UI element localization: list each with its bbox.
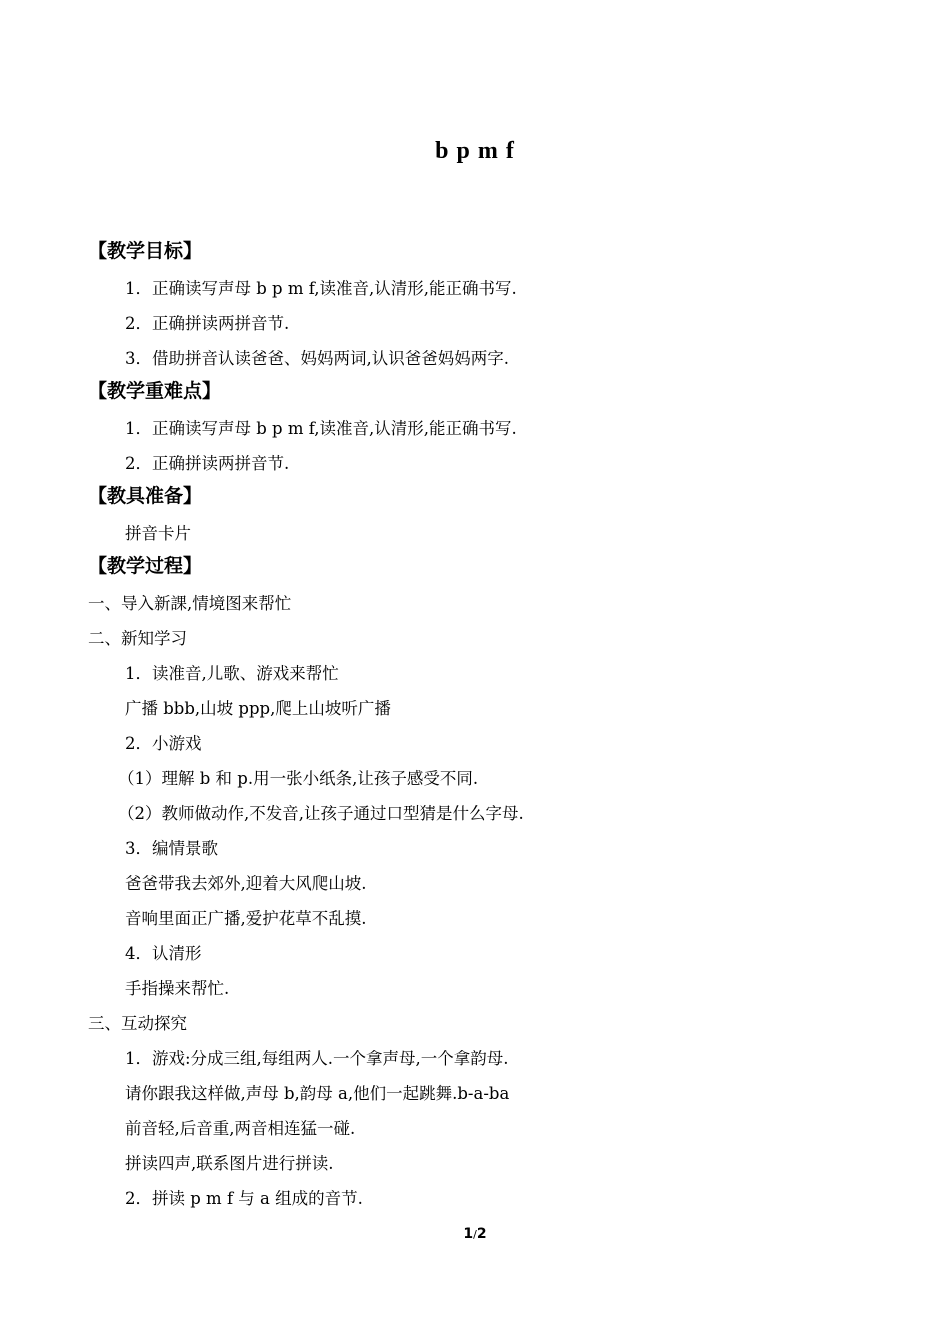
- section-heading-key-points: 【教学重难点】: [88, 380, 222, 402]
- current-page: 1: [463, 1226, 474, 1242]
- goal-item: 1．正确读写声母 b p m f,读准音,认清形,能正确书写.: [125, 279, 517, 298]
- process-line: （1）理解 b 和 p.用一张小纸条,让孩子感受不同.: [118, 769, 479, 788]
- process-line: （2）教师做动作,不发音,让孩子通过口型猜是什么字母.: [118, 804, 524, 823]
- process-step-title: 三、互动探究: [88, 1014, 187, 1033]
- process-line: 手指操来帮忙.: [125, 979, 230, 998]
- total-pages: 2: [476, 1226, 487, 1242]
- key-point-item: 2．正确拼读两拼音节.: [125, 454, 290, 473]
- document-title: b p m f: [435, 138, 515, 164]
- section-heading-goals: 【教学目标】: [88, 240, 203, 262]
- section-heading-process: 【教学过程】: [88, 555, 203, 577]
- process-line: 请你跟我这样做,声母 b,韵母 a,他们一起跳舞.b-a-ba: [125, 1084, 510, 1103]
- process-line: 2．拼读 p m f 与 a 组成的音节.: [125, 1189, 363, 1208]
- material-item: 拼音卡片: [125, 524, 191, 543]
- document-body: [88, 236, 888, 1216]
- process-line: 广播 bbb,山坡 ppp,爬上山坡听广播: [125, 699, 391, 718]
- process-line: 3．编情景歌: [125, 839, 218, 858]
- process-line: 拼读四声,联系图片进行拼读.: [125, 1154, 334, 1173]
- process-line: 前音轻,后音重,两音相连猛一碰.: [125, 1119, 356, 1138]
- section-heading-materials: 【教具准备】: [88, 485, 203, 507]
- process-line: 4．认清形: [125, 944, 202, 963]
- process-line: 爸爸带我去郊外,迎着大风爬山坡.: [125, 874, 367, 893]
- key-point-item: 1．正确读写声母 b p m f,读准音,认清形,能正确书写.: [125, 419, 517, 438]
- goal-item: 2．正确拼读两拼音节.: [125, 314, 290, 333]
- process-line: 1．游戏:分成三组,每组两人.一个拿声母,一个拿韵母.: [125, 1049, 509, 1068]
- process-step-title: 一、导入新課,情境图来帮忙: [88, 594, 292, 613]
- goal-item: 3．借助拼音认读爸爸、妈妈两词,认识爸爸妈妈两字.: [125, 349, 509, 368]
- process-line: 音响里面正广播,爱护花草不乱摸.: [125, 909, 367, 928]
- process-line: 2．小游戏: [125, 734, 202, 753]
- page-separator: /: [473, 1228, 477, 1241]
- process-line: 1．读准音,儿歌、游戏来帮忙: [125, 664, 339, 683]
- process-step-title: 二、新知学习: [88, 629, 187, 648]
- page-number: [0, 1226, 950, 1242]
